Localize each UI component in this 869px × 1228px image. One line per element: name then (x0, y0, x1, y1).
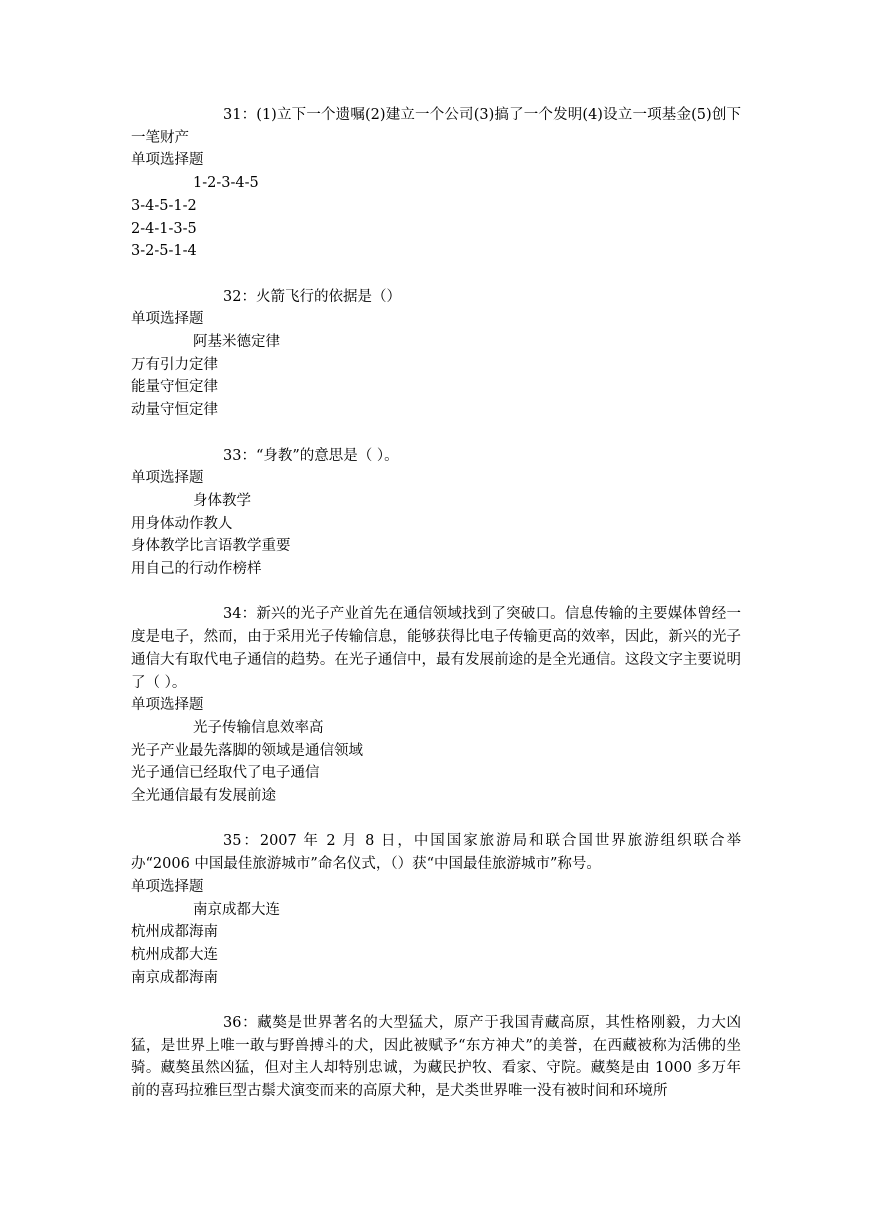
option-c: 能量守恒定律 (131, 379, 218, 396)
question-34 (131, 603, 741, 807)
question-stem: 34：新兴的光子产业首先在通信领域找到了突破口。信息传输的主要媒体曾经一度是电子，然而，由于采用光子传输信息，能够获得比电子传输更高的效率，因此，新兴的光子通信大有取代电子通信的趋势。在光子通信中，最有发展前途的是全光通信。这段文字主要说明了（ ）。 (131, 606, 741, 691)
option-b: 杭州成都海南 (131, 924, 218, 941)
option-b: 3-4-5-1-2 (131, 197, 197, 214)
document-page (131, 104, 741, 1126)
option-d: 全光通信最有发展前途 (131, 788, 276, 805)
question-type: 单项选择题 (131, 311, 204, 328)
question-type: 单项选择题 (131, 152, 204, 169)
question-33 (131, 445, 741, 581)
option-c: 杭州成都大连 (131, 946, 218, 963)
question-stem: 33：“身教”的意思是（ ）。 (223, 447, 399, 464)
question-stem: 35：2007 年 2 月 8 日，中国国家旅游局和联合国世界旅游组织联合举办“2006 中国最佳旅游城市”命名仪式，（）获“中国最佳旅游城市”称号。 (131, 833, 741, 873)
question-stem: 36：藏獒是世界著名的大型猛犬，原产于我国青藏高原，其性格刚毅，力大凶猛，是世界上唯一敢与野兽搏斗的犬，因此被赋予“东方神犬”的美誉，在西藏被称为活佛的坐骑。藏獒虽然凶猛，但对主人却特别忠诚，为藏民护牧、看家、守院。藏獒是由 1000 多万年前的喜玛拉雅巨型古鬃犬演变而来的高原犬种，是犬类世界唯一没有被时间和环境所 (131, 1015, 741, 1100)
option-c: 光子通信已经取代了电子通信 (131, 765, 320, 782)
option-c: 身体教学比言语教学重要 (131, 538, 291, 555)
question-32 (131, 286, 741, 422)
option-a: 1-2-3-4-5 (193, 175, 259, 192)
question-stem: 31：(1)立下一个遗嘱(2)建立一个公司(3)搞了一个发明(4)设立一项基金(5)创下一笔财产 (131, 107, 741, 146)
option-a: 身体教学 (193, 492, 251, 509)
option-b: 万有引力定律 (131, 356, 218, 373)
option-d: 南京成都海南 (131, 969, 218, 986)
option-b: 用身体动作教人 (131, 515, 233, 532)
question-type: 单项选择题 (131, 470, 204, 487)
option-a: 南京成都大连 (193, 901, 280, 918)
option-d: 3-2-5-1-4 (131, 243, 197, 260)
option-c: 2-4-1-3-5 (131, 220, 197, 237)
question-type: 单项选择题 (131, 878, 204, 895)
question-36 (131, 1012, 741, 1103)
option-d: 用自己的行动作榜样 (131, 561, 262, 578)
option-a: 阿基米德定律 (193, 334, 280, 351)
question-type: 单项选择题 (131, 697, 204, 714)
option-a: 光子传输信息效率高 (193, 719, 324, 736)
question-31 (131, 104, 741, 263)
question-35 (131, 830, 741, 989)
option-b: 光子产业最先落脚的领域是通信领域 (131, 742, 363, 759)
option-d: 动量守恒定律 (131, 402, 218, 419)
question-stem: 32：火箭飞行的依据是（） (223, 288, 401, 305)
